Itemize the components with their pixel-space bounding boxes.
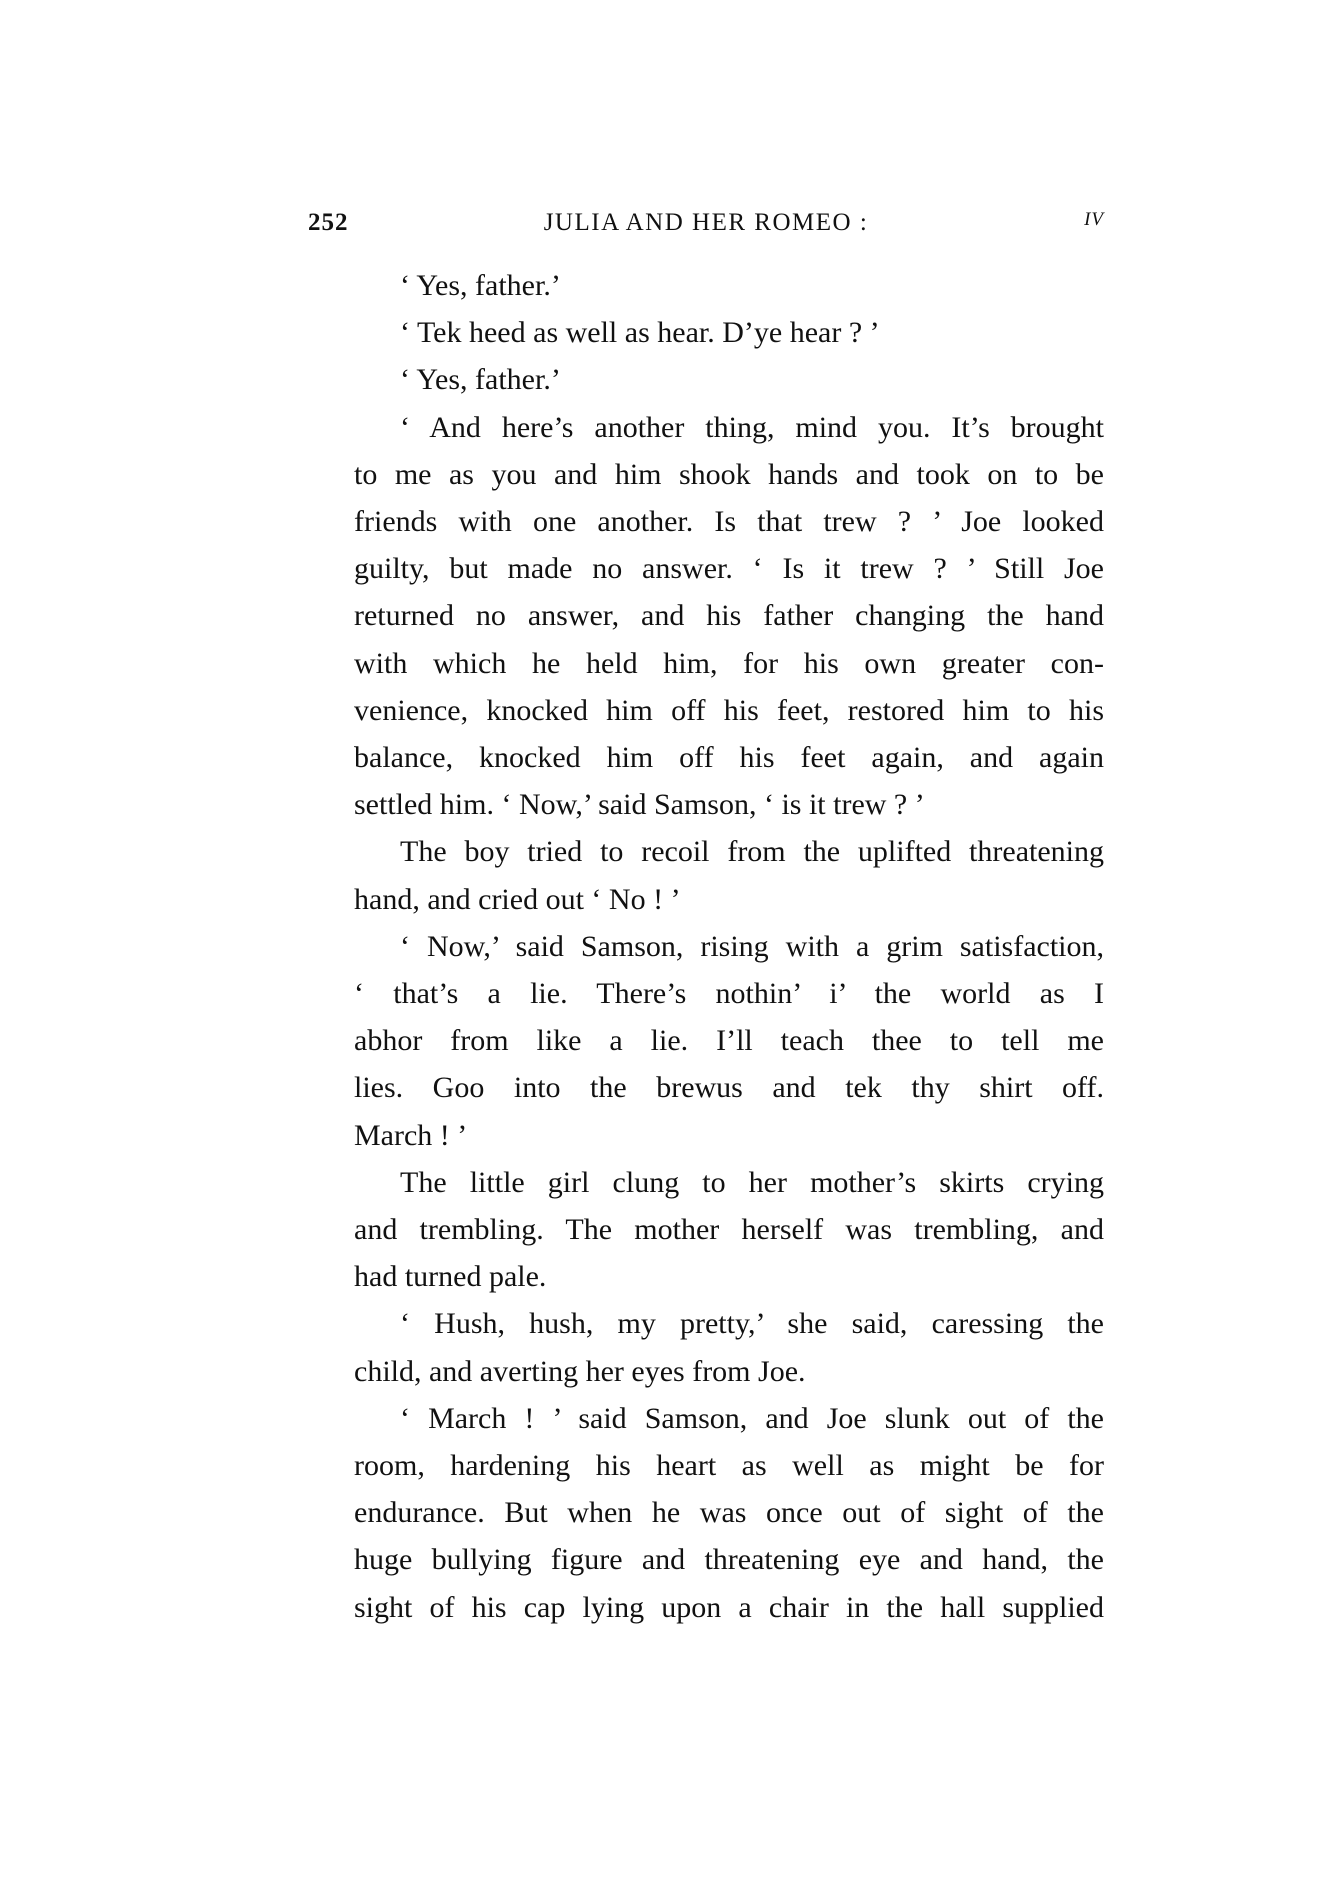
running-head: [308, 203, 1104, 243]
running-title: JULIA AND HER ROMEO :: [543, 209, 869, 236]
text-line: ‘ Tek heed as well as hear. D’ye hear ? ’: [400, 316, 880, 350]
paragraph: [308, 356, 1104, 403]
text-line: huge bullying figure and threatening eye and hand, the: [354, 1543, 1104, 1577]
paragraph: [308, 828, 1104, 922]
text-line: with which he held him, for his own greater con-: [354, 646, 1104, 680]
text-line: venience, knocked him off his feet, restored him to his: [354, 693, 1104, 727]
text-line: ‘ March ! ’ said Samson, and Joe slunk out of the: [400, 1401, 1104, 1435]
text-line: ‘ Hush, hush, my pretty,’ she said, caressing the: [400, 1307, 1104, 1341]
text-line: The little girl clung to her mother’s skirts crying: [400, 1165, 1104, 1199]
text-line: abhor from like a lie. I’ll teach thee to tell me: [354, 1024, 1104, 1058]
text-line: ‘ that’s a lie. There’s nothin’ i’ the world as I: [354, 977, 1104, 1011]
text-line: balance, knocked him off his feet again, and again: [354, 741, 1104, 775]
text-line: friends with one another. Is that trew ? ’ Joe looked: [354, 505, 1104, 539]
paragraph: [308, 1159, 1104, 1301]
text-line: ‘ Now,’ said Samson, rising with a grim satisfaction,: [400, 929, 1104, 963]
text-line: ‘ Yes, father.’: [400, 363, 561, 397]
page-number: 252: [308, 209, 349, 236]
paragraph: [308, 404, 1104, 829]
text-line: The boy tried to recoil from the uplifted threatening: [400, 835, 1104, 869]
text-line: sight of his cap lying upon a chair in the hall supplied: [354, 1590, 1104, 1624]
text-line: guilty, but made no answer. ‘ Is it trew ? ’ Still Joe: [354, 552, 1104, 586]
text-line: March ! ’: [354, 1118, 468, 1152]
text-line: lies. Goo into the brewus and tek thy shirt off.: [354, 1071, 1104, 1105]
text-line: endurance. But when he was once out of sight of the: [354, 1496, 1104, 1530]
paragraph: [308, 923, 1104, 1159]
body-text: [308, 262, 1104, 1631]
paragraph: [308, 1300, 1104, 1394]
paragraph: [308, 1395, 1104, 1631]
paragraph: [308, 309, 1104, 356]
text-line: room, hardening his heart as well as might be for: [354, 1449, 1104, 1483]
text-line: ‘ Yes, father.’: [400, 269, 561, 302]
text-line: settled him. ‘ Now,’ said Samson, ‘ is it trew ? ’: [354, 788, 925, 822]
chapter-number: IV: [1084, 209, 1104, 230]
text-line: child, and averting her eyes from Joe.: [354, 1354, 806, 1388]
text-line: had turned pale.: [354, 1260, 547, 1294]
paragraph: [308, 262, 1104, 309]
text-line: ‘ And here’s another thing, mind you. It’s brought: [400, 410, 1104, 444]
text-line: and trembling. The mother herself was trembling, and: [354, 1213, 1104, 1247]
text-line: returned no answer, and his father changing the hand: [354, 599, 1104, 633]
text-line: hand, and cried out ‘ No ! ’: [354, 882, 681, 916]
text-line: to me as you and him shook hands and took on to be: [354, 457, 1104, 491]
